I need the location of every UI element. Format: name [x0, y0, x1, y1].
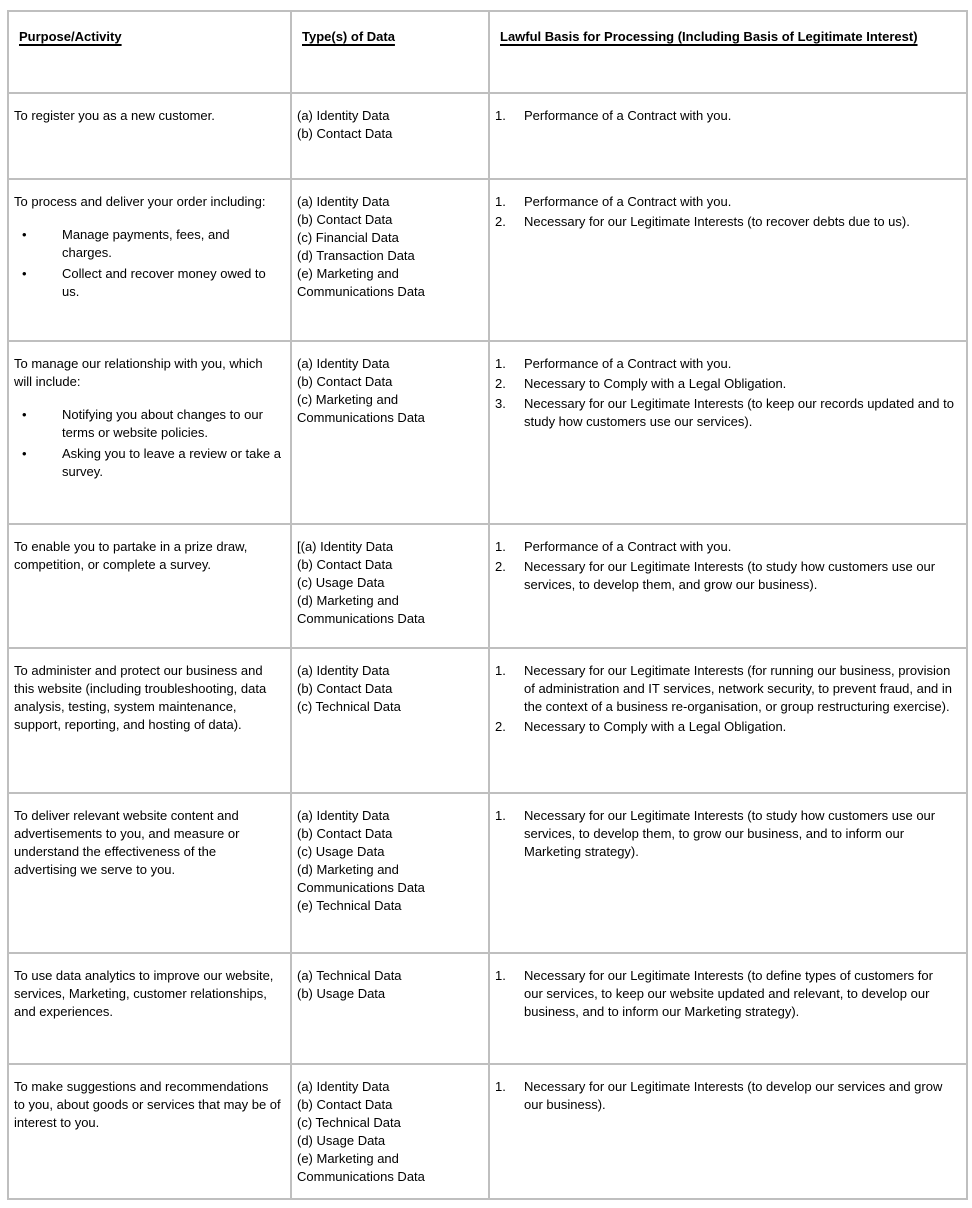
- header-lawful-basis-label: Lawful Basis for Processing (Including Basis of Legitimate Interest): [500, 29, 918, 44]
- lawful-basis-number: 2.: [495, 719, 506, 734]
- purpose-cell: [8, 1064, 291, 1199]
- data-types-cell: [291, 953, 489, 1064]
- bullet-marker: •: [22, 446, 27, 461]
- lawful-basis-item: [495, 375, 958, 393]
- data-type-line: (b) Contact Data: [297, 557, 393, 572]
- lawful-basis-table: [7, 10, 968, 1200]
- lawful-basis-number: 1.: [495, 108, 506, 123]
- data-type-line: (e) Marketing and Communications Data: [297, 1151, 425, 1184]
- purpose-intro: To enable you to partake in a prize draw, competition, or complete a survey.: [14, 539, 248, 572]
- lawful-basis-number: 1.: [495, 194, 506, 209]
- data-type-line: (b) Contact Data: [297, 374, 393, 389]
- data-type-line: (a) Technical Data: [297, 968, 402, 983]
- lawful-basis-cell: [489, 93, 967, 179]
- lawful-basis-item: [495, 355, 958, 373]
- data-type-line: (b) Contact Data: [297, 826, 393, 841]
- lawful-basis-number: 2.: [495, 376, 506, 391]
- lawful-basis-cell: [489, 179, 967, 341]
- table-row: [8, 648, 967, 793]
- data-type-line: (a) Identity Data: [297, 194, 390, 209]
- purpose-intro: To make suggestions and recommendations to you, about goods or services that may be of interest to you.: [14, 1079, 281, 1130]
- lawful-basis-text: Performance of a Contract with you.: [524, 194, 732, 209]
- lawful-basis-text: Necessary for our Legitimate Interests (to study how customers use our services, to develop them, and grow our business).: [524, 559, 936, 592]
- lawful-basis-list: [495, 107, 958, 125]
- purpose-intro: To administer and protect our business and this website (including troubleshooting, data analysis, testing, system maintenance, support, reporting, and hosting of data).: [14, 663, 267, 732]
- table-row: [8, 93, 967, 179]
- data-type-line: (a) Identity Data: [297, 808, 390, 823]
- purpose-intro: To manage our relationship with you, which will include:: [14, 356, 263, 389]
- header-types-of-data-label: Type(s) of Data: [302, 29, 395, 44]
- data-type-line: (b) Contact Data: [297, 126, 393, 141]
- data-type-line: (e) Marketing and Communications Data: [297, 266, 425, 299]
- lawful-basis-item: [495, 193, 958, 211]
- data-type-line: (b) Usage Data: [297, 986, 386, 1001]
- data-type-line: (a) Identity Data: [297, 356, 390, 371]
- lawful-basis-number: 1.: [495, 539, 506, 554]
- lawful-basis-list: [495, 193, 958, 231]
- data-type-line: (a) Identity Data: [297, 108, 390, 123]
- table-row: [8, 953, 967, 1064]
- data-type-line: (c) Financial Data: [297, 230, 399, 245]
- lawful-basis-number: 1.: [495, 808, 506, 823]
- lawful-basis-item: [495, 967, 958, 1021]
- purpose-cell: [8, 793, 291, 953]
- lawful-basis-item: [495, 213, 958, 231]
- lawful-basis-item: [495, 718, 958, 736]
- purpose-cell: [8, 341, 291, 524]
- bullet-item: [14, 406, 282, 442]
- lawful-basis-cell: [489, 524, 967, 648]
- header-row: [8, 11, 967, 93]
- bullet-text: Notifying you about changes to our terms or website policies.: [62, 407, 263, 440]
- bullet-item: [14, 445, 282, 481]
- lawful-basis-cell: [489, 341, 967, 524]
- table-row: [8, 524, 967, 648]
- purpose-intro: To deliver relevant website content and advertisements to you, and measure or understand the effectiveness of the advertising we serve to you.: [14, 808, 240, 877]
- table-body: [8, 93, 967, 1199]
- lawful-basis-item: [495, 558, 958, 594]
- purpose-cell: [8, 179, 291, 341]
- data-type-line: (d) Marketing and Communications Data: [297, 862, 425, 895]
- data-type-line: (d) Transaction Data: [297, 248, 415, 263]
- lawful-basis-text: Performance of a Contract with you.: [524, 356, 732, 371]
- lawful-basis-list: [495, 1078, 958, 1114]
- header-lawful-basis: [489, 11, 967, 93]
- data-type-line: (b) Contact Data: [297, 681, 393, 696]
- bullet-text: Collect and recover money owed to us.: [62, 266, 266, 299]
- data-type-line: (c) Marketing and Communications Data: [297, 392, 425, 425]
- purpose-intro: To use data analytics to improve our website, services, Marketing, customer relationships, and experiences.: [14, 968, 274, 1019]
- bullet-marker: •: [22, 266, 27, 281]
- data-types-cell: [291, 341, 489, 524]
- data-types-cell: [291, 524, 489, 648]
- lawful-basis-list: [495, 355, 958, 431]
- data-types-cell: [291, 1064, 489, 1199]
- lawful-basis-number: 1.: [495, 356, 506, 371]
- purpose-intro: To register you as a new customer.: [14, 108, 215, 123]
- data-type-line: (c) Technical Data: [297, 699, 401, 714]
- data-type-line: (c) Technical Data: [297, 1115, 401, 1130]
- purpose-cell: [8, 524, 291, 648]
- lawful-basis-number: 1.: [495, 1079, 506, 1094]
- lawful-basis-text: Necessary for our Legitimate Interests (to study how customers use our services, to develop them, to grow our business, and to inform our Marketing strategy).: [524, 808, 936, 859]
- lawful-basis-number: 3.: [495, 396, 506, 411]
- lawful-basis-cell: [489, 793, 967, 953]
- table-row: [8, 341, 967, 524]
- lawful-basis-cell: [489, 953, 967, 1064]
- bullet-marker: •: [22, 227, 27, 242]
- lawful-basis-cell: [489, 648, 967, 793]
- data-type-line: (d) Usage Data: [297, 1133, 386, 1148]
- lawful-basis-text: Necessary to Comply with a Legal Obligation.: [524, 719, 787, 734]
- lawful-basis-text: Necessary to Comply with a Legal Obligation.: [524, 376, 787, 391]
- data-type-line: [(a) Identity Data: [297, 539, 394, 554]
- table-row: [8, 793, 967, 953]
- lawful-basis-list: [495, 538, 958, 594]
- lawful-basis-number: 2.: [495, 559, 506, 574]
- purpose-bullets: [14, 226, 282, 301]
- data-type-line: (a) Identity Data: [297, 663, 390, 678]
- lawful-basis-list: [495, 967, 958, 1021]
- lawful-basis-list: [495, 807, 958, 861]
- header-purpose-activity: [8, 11, 291, 93]
- bullet-item: [14, 226, 282, 262]
- lawful-basis-number: 1.: [495, 663, 506, 678]
- lawful-basis-item: [495, 662, 958, 716]
- lawful-basis-text: Necessary for our Legitimate Interests (to develop our services and grow our business).: [524, 1079, 943, 1112]
- data-type-line: (a) Identity Data: [297, 1079, 390, 1094]
- data-type-line: (b) Contact Data: [297, 1097, 393, 1112]
- lawful-basis-text: Necessary for our Legitimate Interests (for running our business, provision of administration and IT services, network security, to prevent fraud, and in the context of a business re-organisation, or group restructuring exercise).: [524, 663, 953, 714]
- header-types-of-data: [291, 11, 489, 93]
- data-types-cell: [291, 793, 489, 953]
- lawful-basis-text: Necessary for our Legitimate Interests (to recover debts due to us).: [524, 214, 910, 229]
- lawful-basis-item: [495, 1078, 958, 1114]
- data-type-line: (c) Usage Data: [297, 844, 385, 859]
- data-types-cell: [291, 179, 489, 341]
- lawful-basis-number: 2.: [495, 214, 506, 229]
- lawful-basis-cell: [489, 1064, 967, 1199]
- data-type-line: (c) Usage Data: [297, 575, 385, 590]
- lawful-basis-item: [495, 107, 958, 125]
- purpose-intro: To process and deliver your order including:: [14, 194, 266, 209]
- bullet-text: Asking you to leave a review or take a survey.: [62, 446, 281, 479]
- lawful-basis-list: [495, 662, 958, 736]
- lawful-basis-text: Performance of a Contract with you.: [524, 108, 732, 123]
- table-row: [8, 179, 967, 341]
- data-types-cell: [291, 93, 489, 179]
- data-types-cell: [291, 648, 489, 793]
- lawful-basis-text: Necessary for our Legitimate Interests (to keep our records updated and to study how customers use our services).: [524, 396, 954, 429]
- lawful-basis-item: [495, 538, 958, 556]
- data-type-line: (e) Technical Data: [297, 898, 402, 913]
- lawful-basis-number: 1.: [495, 968, 506, 983]
- bullet-marker: •: [22, 407, 27, 422]
- header-purpose-activity-label: Purpose/Activity: [19, 29, 122, 44]
- lawful-basis-item: [495, 395, 958, 431]
- bullet-text: Manage payments, fees, and charges.: [62, 227, 230, 260]
- purpose-cell: [8, 93, 291, 179]
- lawful-basis-text: Performance of a Contract with you.: [524, 539, 732, 554]
- lawful-basis-item: [495, 807, 958, 861]
- table-row: [8, 1064, 967, 1199]
- purpose-cell: [8, 648, 291, 793]
- purpose-cell: [8, 953, 291, 1064]
- data-type-line: (b) Contact Data: [297, 212, 393, 227]
- data-type-line: (d) Marketing and Communications Data: [297, 593, 425, 626]
- bullet-item: [14, 265, 282, 301]
- lawful-basis-text: Necessary for our Legitimate Interests (to define types of customers for our services, to keep our website updated and relevant, to develop our business, and to inform our Marketing strategy).: [524, 968, 933, 1019]
- purpose-bullets: [14, 406, 282, 481]
